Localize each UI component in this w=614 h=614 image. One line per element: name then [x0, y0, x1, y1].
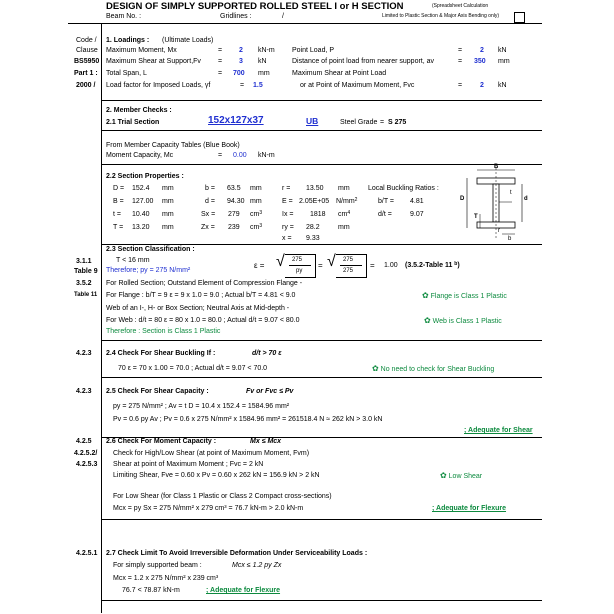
prop-t-value: 10.40 [132, 211, 150, 218]
diagram-label-B: B [494, 164, 499, 170]
epsilon-value: 1.00 [384, 262, 398, 269]
section-type-select[interactable]: UB [306, 116, 319, 126]
classification-title: 2.3 Section Classification : [106, 246, 195, 253]
diagram-label-r: r [498, 228, 500, 234]
flange-result: Flange is Class 1 Plastic [430, 293, 507, 300]
shear-buckling-line: 70 ε = 70 x 1.00 = 70.0 ; Actual d/t = 9.07 < 70.0 [118, 365, 268, 372]
shear-point-load-label: Maximum Shear at Point Load [292, 70, 387, 77]
web-section-note: Web of an I-, H- or Box Section; Neutral Axis at Mid-depth - [106, 305, 290, 312]
low-shear-note: For Low Shear (for Class 1 Plastic or Class 2 Compact cross-sections) [113, 493, 332, 500]
diagram-label-t: t [510, 190, 512, 196]
load-factor-label: Load factor for Imposed Loads, γf [106, 82, 211, 89]
trial-section-select[interactable]: 152x127x37 [208, 115, 264, 126]
low-shear-result: Low Shear [448, 473, 483, 480]
point-load-label: Point Load, P [292, 47, 335, 54]
limitation-note: Limited to Plastic Section & Major Axis Bending only) [382, 13, 499, 19]
shear-capacity-title: 2.5 Check For Shear Capacity : [106, 388, 209, 395]
moment-capacity-condition: Mx ≤ Mcx [250, 438, 282, 445]
steel-grade-value[interactable]: S 275 [388, 119, 407, 126]
epsilon-label: ε = [254, 261, 265, 270]
flange-ok-icon: ✿ [422, 291, 429, 300]
shear-buckling-title: 2.4 Check For Shear Buckling If : [106, 350, 216, 357]
local-buckling-label: Local Buckling Ratios : [368, 185, 439, 192]
prop-b-value: 63.5 [227, 185, 241, 192]
high-low-shear-note: Check for High/Low Shear (at point of Maximum Moment, Fvm) [113, 450, 310, 457]
shear-capacity-line: Pv = 0.6 py Av ; Pv = 0.6 x 275 N/mm² x 1584.96 mm² = 261518.4 N ≈ 262 kN > 3.0 kN [113, 416, 383, 423]
span-input[interactable]: 700 [233, 70, 245, 77]
prop-D-value: 152.4 [132, 185, 150, 192]
mcx-line: Mcx = py Sx = 275 N/mm² x 279 cm³ = 76.7 kN-m > 2.0 kN-m [113, 505, 304, 512]
section-properties-title: 2.2 Section Properties : [106, 173, 184, 180]
bT-ratio-value: 4.81 [410, 198, 424, 205]
shear-max-moment-label: or at Point of Maximum Moment, Fvc [300, 82, 415, 89]
moment-capacity-title: 2.6 Check For Moment Capacity : [106, 438, 217, 445]
prop-E-value: 2.05E+05 [299, 198, 330, 205]
diagram-label-T: T [474, 214, 478, 220]
deformation-adequate-result: ; Adequate for Flexure [206, 587, 281, 594]
max-moment-input[interactable]: 2 [239, 47, 243, 54]
member-tables-note: From Member Capacity Tables (Blue Book) [106, 142, 240, 149]
point-load-input[interactable]: 2 [480, 47, 484, 54]
section-class-result: Therefore : Section is Class 1 Plastic [106, 328, 221, 335]
steel-grade-label: Steel Grade [340, 119, 378, 126]
max-shear-label: Maximum Shear at Support,Fv [106, 58, 201, 65]
span-label: Total Span, L [106, 70, 147, 77]
flange-check-line: For Flange : b/T = 9 ε = 9 x 1.0 = 9.0 ; Actual b/T = 4.81 < 9.0 [106, 292, 296, 299]
year-label: 2000 / [76, 82, 96, 89]
part-label: Part 1 : [74, 70, 98, 77]
deformation-compare-line: 76.7 < 78.87 kN-m [122, 587, 180, 594]
diagram-label-D: D [460, 196, 465, 202]
gridlines-label: Gridlines : [220, 13, 252, 20]
trial-section-title: 2.1 Trial Section [106, 119, 160, 126]
code-label: Code / [76, 37, 97, 44]
prop-r-value: 13.50 [306, 185, 324, 192]
limiting-shear-line: Limiting Shear, Fve = 0.60 x Pv = 0.60 x 262 kN = 156.9 kN > 2 kN [113, 472, 320, 479]
max-shear-input[interactable]: 3 [239, 58, 243, 65]
max-moment-label: Maximum Moment, Mx [106, 47, 177, 54]
deformation-condition: Mcx ≤ 1.2 py Zx [232, 562, 282, 569]
prop-Zx-value: 239 [228, 224, 240, 231]
diagram-label-b: b [508, 236, 512, 242]
shear-adequate-result: ; Adequate for Shear [464, 427, 533, 434]
prop-d-value: 94.30 [227, 198, 245, 205]
prop-ry-value: 28.2 [306, 224, 320, 231]
prop-Sx-value: 279 [228, 211, 240, 218]
load-factor-input[interactable]: 1.5 [253, 82, 263, 89]
distance-input[interactable]: 350 [474, 58, 486, 65]
standard-label: BS5950 [74, 58, 100, 65]
loadings-subtitle: (Ultimate Loads) [162, 37, 214, 44]
fvc-value: 2 [480, 82, 484, 89]
i-beam-section-diagram [452, 164, 542, 244]
moment-capacity-value: 0.00 [233, 152, 247, 159]
prop-Ix-value: 1818 [310, 211, 326, 218]
deformation-mcx-line: Mcx = 1.2 x 275 N/mm² x 239 cm³ [113, 575, 219, 582]
web-result: Web is Class 1 Plastic [432, 318, 502, 325]
loadings-title: 1. Loadings : [106, 37, 150, 44]
prop-T-value: 13.20 [132, 224, 150, 231]
deformation-title: 2.7 Check Limit To Avoid Irreversible Deformation Under Serviceability Loads : [106, 550, 368, 557]
gridlines-separator: / [282, 13, 284, 20]
rolled-section-note: For Rolled Section; Outstand Element of Compression Flange - [106, 280, 303, 287]
simply-supported-note: For simply supported beam : [113, 562, 202, 569]
clause-label: Clause [76, 47, 98, 54]
moment-capacity-label: Moment Capacity, Mc [106, 152, 174, 159]
low-shear-icon: ✿ [440, 471, 447, 480]
flexure-adequate-result: ; Adequate for Flexure [432, 505, 507, 512]
dt-ratio-value: 9.07 [410, 211, 424, 218]
beam-no-label: Beam No. : [106, 13, 142, 20]
shear-at-max-moment-line: Shear at point of Maximum Moment ; Fvc = 2 kN [113, 461, 264, 468]
distance-label: Distance of point load from nearer support, av [292, 58, 435, 65]
web-check-line: For Web : d/t = 80 ε = 80 x 1.0 = 80.0 ; Actual d/t = 9.07 < 80.0 [106, 317, 300, 324]
design-strength-line: Therefore; py = 275 N/mm² [106, 267, 191, 274]
shear-buckling-result: No need to check for Shear Buckling [380, 366, 495, 373]
shear-capacity-condition: Fv or Fvc ≤ Pv [246, 388, 294, 395]
prop-x-value: 9.33 [306, 235, 320, 242]
shear-area-line: py = 275 N/mm² ; Av = t D = 10.4 x 152.4 = 1584.96 mm² [113, 403, 290, 410]
member-checks-title: 2. Member Checks : [106, 107, 172, 114]
web-ok-icon: ✿ [424, 316, 431, 325]
page-title: DESIGN OF SIMPLY SUPPORTED ROLLED STEEL I or H SECTION [106, 1, 404, 12]
bending-checkbox[interactable] [514, 12, 525, 23]
shear-buckling-condition: d/t > 70 ε [252, 350, 282, 357]
prop-B-value: 127.00 [132, 198, 154, 205]
page-subtitle: (Spreadsheet Calculation [432, 3, 489, 9]
thickness-condition: T < 16 mm [116, 257, 150, 264]
shear-buckling-ok-icon: ✿ [372, 364, 379, 373]
diagram-label-d: d [524, 196, 528, 202]
